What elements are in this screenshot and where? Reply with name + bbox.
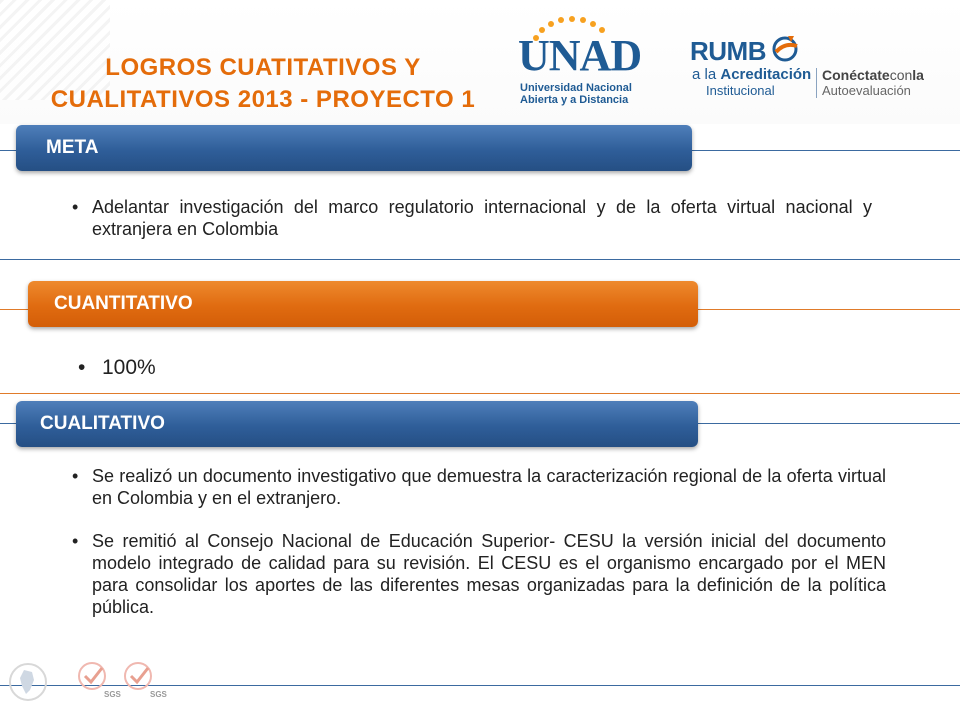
- list-item: • 100%: [78, 355, 378, 381]
- cualitativo-tab-label: CUALITATIVO: [40, 413, 165, 434]
- cuantitativo-tab-label: CUANTITATIVO: [54, 293, 193, 314]
- rumbo-tagline-2: Autoevaluación: [822, 83, 911, 98]
- meta-bullets: [72, 196, 872, 240]
- rumbo-line-2: Institucional: [706, 83, 775, 98]
- list-item: • Se remitió al Consejo Nacional de Educación Superior- CESU la versión inicial del documento modelo integrado de calidad para su revisión. El CESU es el organismo encargado por el MEN para consolidar los aportes de las diferentes mesas organizadas para la definición de la política pública.: [72, 530, 886, 618]
- rumbo-tagline-end: la: [912, 67, 924, 83]
- unad-wordmark: [518, 30, 641, 81]
- sgs-label: SGS: [104, 690, 121, 699]
- sgs-check-icon: [76, 660, 112, 692]
- unad-wordmark-text: UNAD: [518, 31, 642, 80]
- unad-subtitle-line-1: Universidad Nacional: [520, 82, 632, 94]
- cualitativo-bullets: [72, 465, 886, 639]
- unad-subtitle: [520, 82, 660, 106]
- rumbo-line-1-bold: Acreditación: [720, 66, 812, 83]
- list-item: • Se realizó un documento investigativo que demuestra la caracterización regional de la oferta virtual en Colombia y en el extranjero.: [72, 465, 886, 509]
- colombia-map-icon: [6, 660, 62, 704]
- sgs-check-icon: [122, 660, 158, 692]
- slide-title: [8, 52, 518, 116]
- unad-logo: [518, 16, 658, 108]
- unad-subtitle-line-2: Abierta y a Distancia: [520, 94, 629, 106]
- title-line-1: LOGROS CUATITATIVOS Y: [105, 54, 421, 81]
- rumbo-wordmark: RUMB: [690, 36, 766, 66]
- rumbo-line-1: [692, 66, 811, 83]
- rumbo-tagline-mid: con: [889, 67, 913, 83]
- rumbo-tagline-1: [822, 67, 924, 83]
- meta-tab-label: META: [46, 137, 99, 158]
- rumbo-divider: [816, 68, 817, 98]
- meta-tab: [16, 125, 692, 171]
- list-item: • Adelantar investigación del marco regulatorio internacional y de la oferta virtual nacional y extranjera en Colombia: [72, 196, 872, 240]
- cualitativo-tab: [16, 401, 698, 447]
- rumbo-tagline-bold: Conéctate: [822, 67, 890, 83]
- title-line-2: CUALITATIVOS 2013 - PROYECTO 1: [50, 86, 476, 113]
- rumbo-line-1-prefix: a la: [692, 66, 721, 83]
- rumbo-globe-icon: [770, 34, 802, 66]
- rumbo-logo: [688, 36, 948, 102]
- sgs-label: SGS: [150, 690, 167, 699]
- cuantitativo-bullets: [78, 355, 378, 381]
- cuantitativo-tab: [28, 281, 698, 327]
